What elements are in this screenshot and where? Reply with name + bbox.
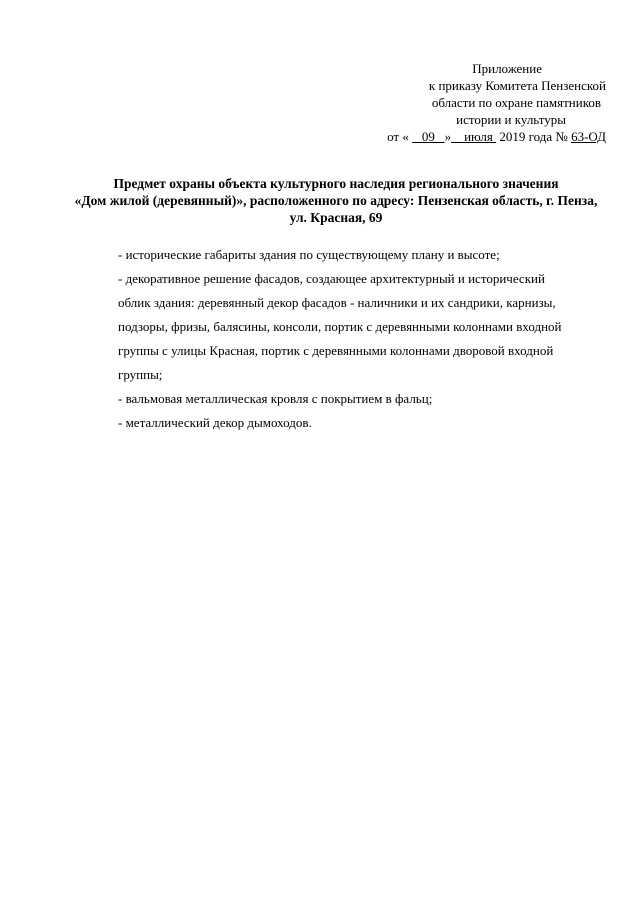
date-month: июля xyxy=(464,129,493,144)
item-line-7: - вальмовая металлическая кровля с покрытием в фальц; xyxy=(118,391,433,406)
item-line-4: подзоры, фризы, балясины, консоли, портик с деревянными колоннами входной xyxy=(118,319,562,334)
appendix-committee-line: области по охране памятников xyxy=(431,95,601,110)
appendix-date-line xyxy=(330,128,606,145)
title-line-2: «Дом жилой (деревянный)», расположенного по адресу: Пензенская область, г. Пенза, xyxy=(74,193,598,208)
document-title xyxy=(55,175,617,226)
item-line-5: группы с улицы Красная, портик с деревянными колоннами дворовой входной xyxy=(118,343,554,358)
protection-items xyxy=(118,243,608,435)
appendix-history-line: истории и культуры xyxy=(456,112,566,127)
item-line-8: - металлический декор дымоходов. xyxy=(118,415,312,430)
date-day: 09 xyxy=(421,129,435,144)
item-line-1: - исторические габариты здания по существующему плану и высоте; xyxy=(118,247,500,262)
title-line-3: ул. Красная, 69 xyxy=(289,210,383,225)
date-mid: » xyxy=(444,129,452,144)
order-number: 63-ОД xyxy=(571,129,606,144)
item-line-3: облик здания: деревянный декор фасадов - наличники и их сандрики, карнизы, xyxy=(118,295,556,310)
date-year: 2019 года № xyxy=(499,129,568,144)
appendix-label: Приложение xyxy=(472,61,542,76)
item-line-2: - декоративное решение фасадов, создающее архитектурный и исторический xyxy=(118,271,545,286)
item-line-6: группы; xyxy=(118,367,163,382)
appendix-header xyxy=(330,60,606,145)
appendix-order-line: к приказу Комитета Пензенской xyxy=(428,78,606,93)
title-line-1: Предмет охраны объекта культурного наследия регионального значения xyxy=(113,176,559,191)
date-prefix: от « xyxy=(387,129,409,144)
